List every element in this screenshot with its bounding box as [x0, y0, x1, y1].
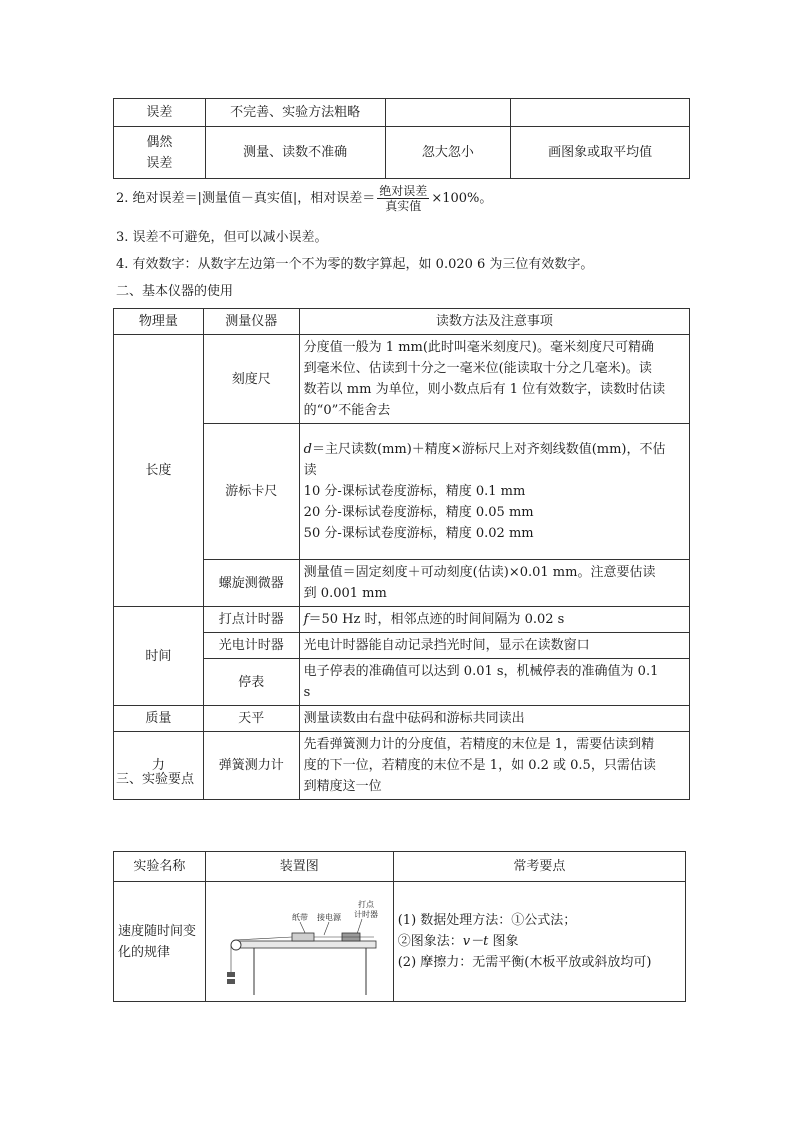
balance-notes: 测量读数由右盘中砝码和游标共同读出 — [299, 706, 689, 732]
instrument-stopwatch: 停表 — [203, 659, 299, 706]
spring-scale-notes: 先看弹簧测力计的分度值，若精度的末位是 1，需要估读到精 度的下一位，若精度的末位不是 1，如 0.2 或 0.5，只需估读 到精度这一位 — [299, 732, 689, 800]
caliper-notes: d＝主尺读数(mm)＋精度×游标尺上对齐刻线数值(mm)，不估 读 10 分-课标试卷度游标，精度 0.1 mm 20 分-课标试卷度游标，精度 0.05 mm 50 分-课标试卷度游标，精度 0.02 mm — [299, 424, 689, 560]
column-header: 常考要点 — [393, 852, 685, 882]
row-ruler — [114, 335, 690, 424]
row-timer — [114, 607, 690, 633]
apparatus-diagram — [214, 887, 384, 997]
micrometer-notes: 测量值＝固定刻度＋可动刻度(估读)×0.01 mm。注意要估读 到 0.001 mm — [299, 560, 689, 607]
instrument-timer: 打点计时器 — [203, 607, 299, 633]
quantity-length: 长度 — [114, 335, 204, 607]
row-spring-scale — [114, 732, 690, 800]
error-feature-cell — [385, 99, 511, 127]
quantity-mass: 质量 — [114, 706, 204, 732]
error-cause-cell: 不完善、实验方法粗略 — [205, 99, 385, 127]
error-feature-cell: 忽大忽小 — [385, 127, 511, 179]
photogate-notes: 光电计时器能自动记录挡光时间，显示在读数窗口 — [299, 633, 689, 659]
instrument-balance: 天平 — [203, 706, 299, 732]
pulley — [231, 940, 241, 950]
error-type-cell: 偶然 误差 — [114, 127, 206, 179]
column-header: 读数方法及注意事项 — [299, 309, 689, 335]
row-velocity-experiment — [114, 882, 686, 1002]
column-header: 装置图 — [205, 852, 393, 882]
instrument-micrometer: 螺旋测微器 — [203, 560, 299, 607]
para-significant-figures: 4. 有效数字：从数字左边第一个不为零的数字算起，如 0.020 6 为三位有效数字。 — [116, 257, 594, 272]
instrument-table — [113, 308, 690, 800]
leader-line — [324, 922, 329, 935]
weight — [227, 972, 235, 977]
column-header: 测量仪器 — [203, 309, 299, 335]
stopwatch-notes: 电子停表的准确值可以达到 0.01 s，机械停表的准确值为 0.1 s — [299, 659, 689, 706]
instrument-photogate: 光电计时器 — [203, 633, 299, 659]
label-timer-b: 计时器 — [354, 909, 379, 919]
error-method-cell — [511, 99, 690, 127]
fraction: $\frac{\text{绝对误差}}{\text{真实值}}$ — [379, 184, 428, 213]
label-paper-tape: 纸带 — [292, 912, 309, 922]
label-power: 接电源 — [317, 912, 342, 922]
para-error-unavoidable: 3. 误差不可避免，但可以减小误差。 — [116, 230, 328, 245]
key-points: (1) 数据处理方法：①公式法； ②图象法：v－t 图象 (2) 摩擦力：无需平衡(木板平放或斜放均可) — [393, 882, 685, 1002]
string — [236, 937, 292, 940]
weight — [227, 979, 235, 984]
instrument-spring-scale: 弹簧测力计 — [203, 732, 299, 800]
header-row — [114, 309, 690, 335]
column-header: 实验名称 — [114, 852, 206, 882]
error-method-cell: 画图象或取平均值 — [511, 127, 690, 179]
instrument-caliper: 游标卡尺 — [203, 424, 299, 560]
timer-notes: f＝50 Hz 时，相邻点迹的时间间隔为 0.02 s — [299, 607, 689, 633]
section-heading-experiments: 三、实验要点 — [116, 772, 195, 787]
label-timer-a: 打点 — [358, 899, 375, 909]
error-table — [113, 98, 690, 179]
para-absolute-error: 2. 绝对误差＝|测量值－真实值|，相对误差＝ $\frac{\text{绝对误差}}{\text{真实值}}$ ×100%。 — [116, 184, 493, 213]
quantity-force: 力 — [114, 732, 204, 800]
error-cause-cell: 测量、读数不准确 — [205, 127, 385, 179]
board — [236, 941, 376, 948]
ruler-notes: 分度值一般为 1 mm(此时叫毫米刻度尺)。毫米刻度尺可精确 到毫米位、估读到十分之一毫米位(能读取十分之几毫米)。读 数若以 mm 为单位，则小数点后有 1 位有效数字，读数时估读 的“0”不能舍去 — [299, 335, 689, 424]
instrument-ruler: 刻度尺 — [203, 335, 299, 424]
error-row-systematic — [114, 99, 690, 127]
apparatus-diagram-cell — [205, 882, 393, 1002]
experiment-table — [113, 851, 686, 1002]
error-row-random — [114, 127, 690, 179]
row-balance — [114, 706, 690, 732]
header-row — [114, 852, 686, 882]
experiment-name: 速度随时间变 化的规律 — [114, 882, 206, 1002]
error-type-cell: 误差 — [114, 99, 206, 127]
quantity-time: 时间 — [114, 607, 204, 706]
section-heading-instruments: 二、基本仪器的使用 — [116, 284, 234, 299]
cart — [292, 933, 314, 941]
column-header: 物理量 — [114, 309, 204, 335]
